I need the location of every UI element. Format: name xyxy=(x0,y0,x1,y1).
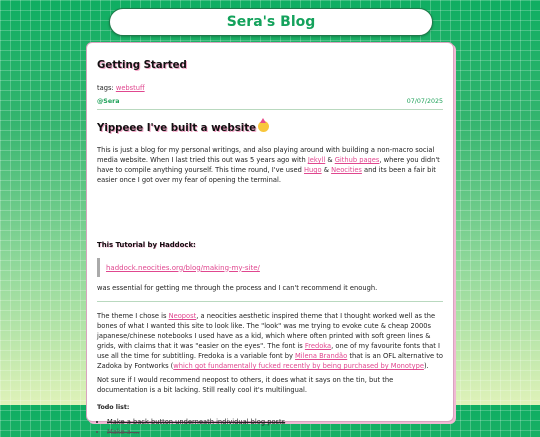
meta-divider xyxy=(97,109,443,110)
party-face-emoji-icon xyxy=(258,121,269,132)
tutorial-paragraph: was essential for getting me through the process and I can't recommend it enough. xyxy=(97,284,378,292)
post-title: Getting Started xyxy=(97,60,187,71)
tags-label: tags: xyxy=(97,84,114,92)
hugo-link[interactable]: Hugo xyxy=(304,166,322,174)
neopost-link[interactable]: Neopost xyxy=(168,312,197,320)
post-tags xyxy=(97,83,145,93)
monotype-link[interactable]: which got fundamentally fucked recently by being purchased by Monotype xyxy=(173,362,424,370)
todo-item: • Make a back button underneath individual blog posts xyxy=(107,417,285,427)
tutorial-blockquote xyxy=(97,258,357,277)
tutorial-link[interactable]: haddock.neocities.org/blog/making-my-site/ xyxy=(106,263,260,272)
site-header xyxy=(109,8,433,36)
neopost-paragraph: Not sure if I would recommend neopost to others, it does what it says on the tin, but the documentation is a bit lacking. Still really cool it's multilingual. xyxy=(97,376,394,394)
post-heading xyxy=(97,121,269,134)
section-divider xyxy=(97,301,443,302)
neocities-link[interactable]: Neocities xyxy=(331,166,362,174)
post-author: @Sera xyxy=(97,98,120,105)
post-heading-text: Yippeee I've built a website xyxy=(97,123,257,134)
tutorial-heading: This Tutorial by Haddock: xyxy=(97,241,196,249)
todo-item: • Make a ... xyxy=(107,427,285,437)
github-pages-link[interactable]: Github pages xyxy=(334,156,380,164)
site-title-link[interactable]: Sera's Blog xyxy=(226,14,316,30)
milena-brandao-link[interactable]: Milena Brandão xyxy=(295,352,348,360)
post-meta xyxy=(97,97,443,107)
todo-heading: Todo list: xyxy=(97,404,130,411)
theme-paragraph: The theme I chose is Neopost, a neocities aesthetic inspired theme that I thought worked well as the bones of what I wanted this site to look like. The "look" was me trying to evoke cute & cheap 2000s japanese/chinese notebooks I used have as a kid, which where often printed with soft green lines & grids, with claims that it was "easier on the eyes". The font is Fredoka, one of my favourite fonts that I use all the time for subtitling. Fredoka is a variable font by Milena Brandão that is an OFL alternative to Zadoka by Fontworks (which got fundamentally fucked recently by being purchased by Monotype). xyxy=(97,312,443,370)
post-card xyxy=(86,42,454,436)
fredoka-link[interactable]: Fredoka xyxy=(304,342,332,350)
jekyll-link[interactable]: Jekyll xyxy=(307,156,326,164)
intro-paragraph: This is just a blog for my personal writings, and also playing around with building a non-macro social media website. When I last tried this out was 5 years ago with Jekyll & Github pages, where you didn't have to compile anything yourself. This time round, I've used Hugo & Neocities and its been a fair bit easier once I got over my fear of opening the terminal. xyxy=(97,146,440,184)
tag-webstuff-link[interactable]: webstuff xyxy=(115,84,145,92)
todo-list xyxy=(107,417,285,437)
post-date: 07/07/2025 xyxy=(406,98,443,105)
